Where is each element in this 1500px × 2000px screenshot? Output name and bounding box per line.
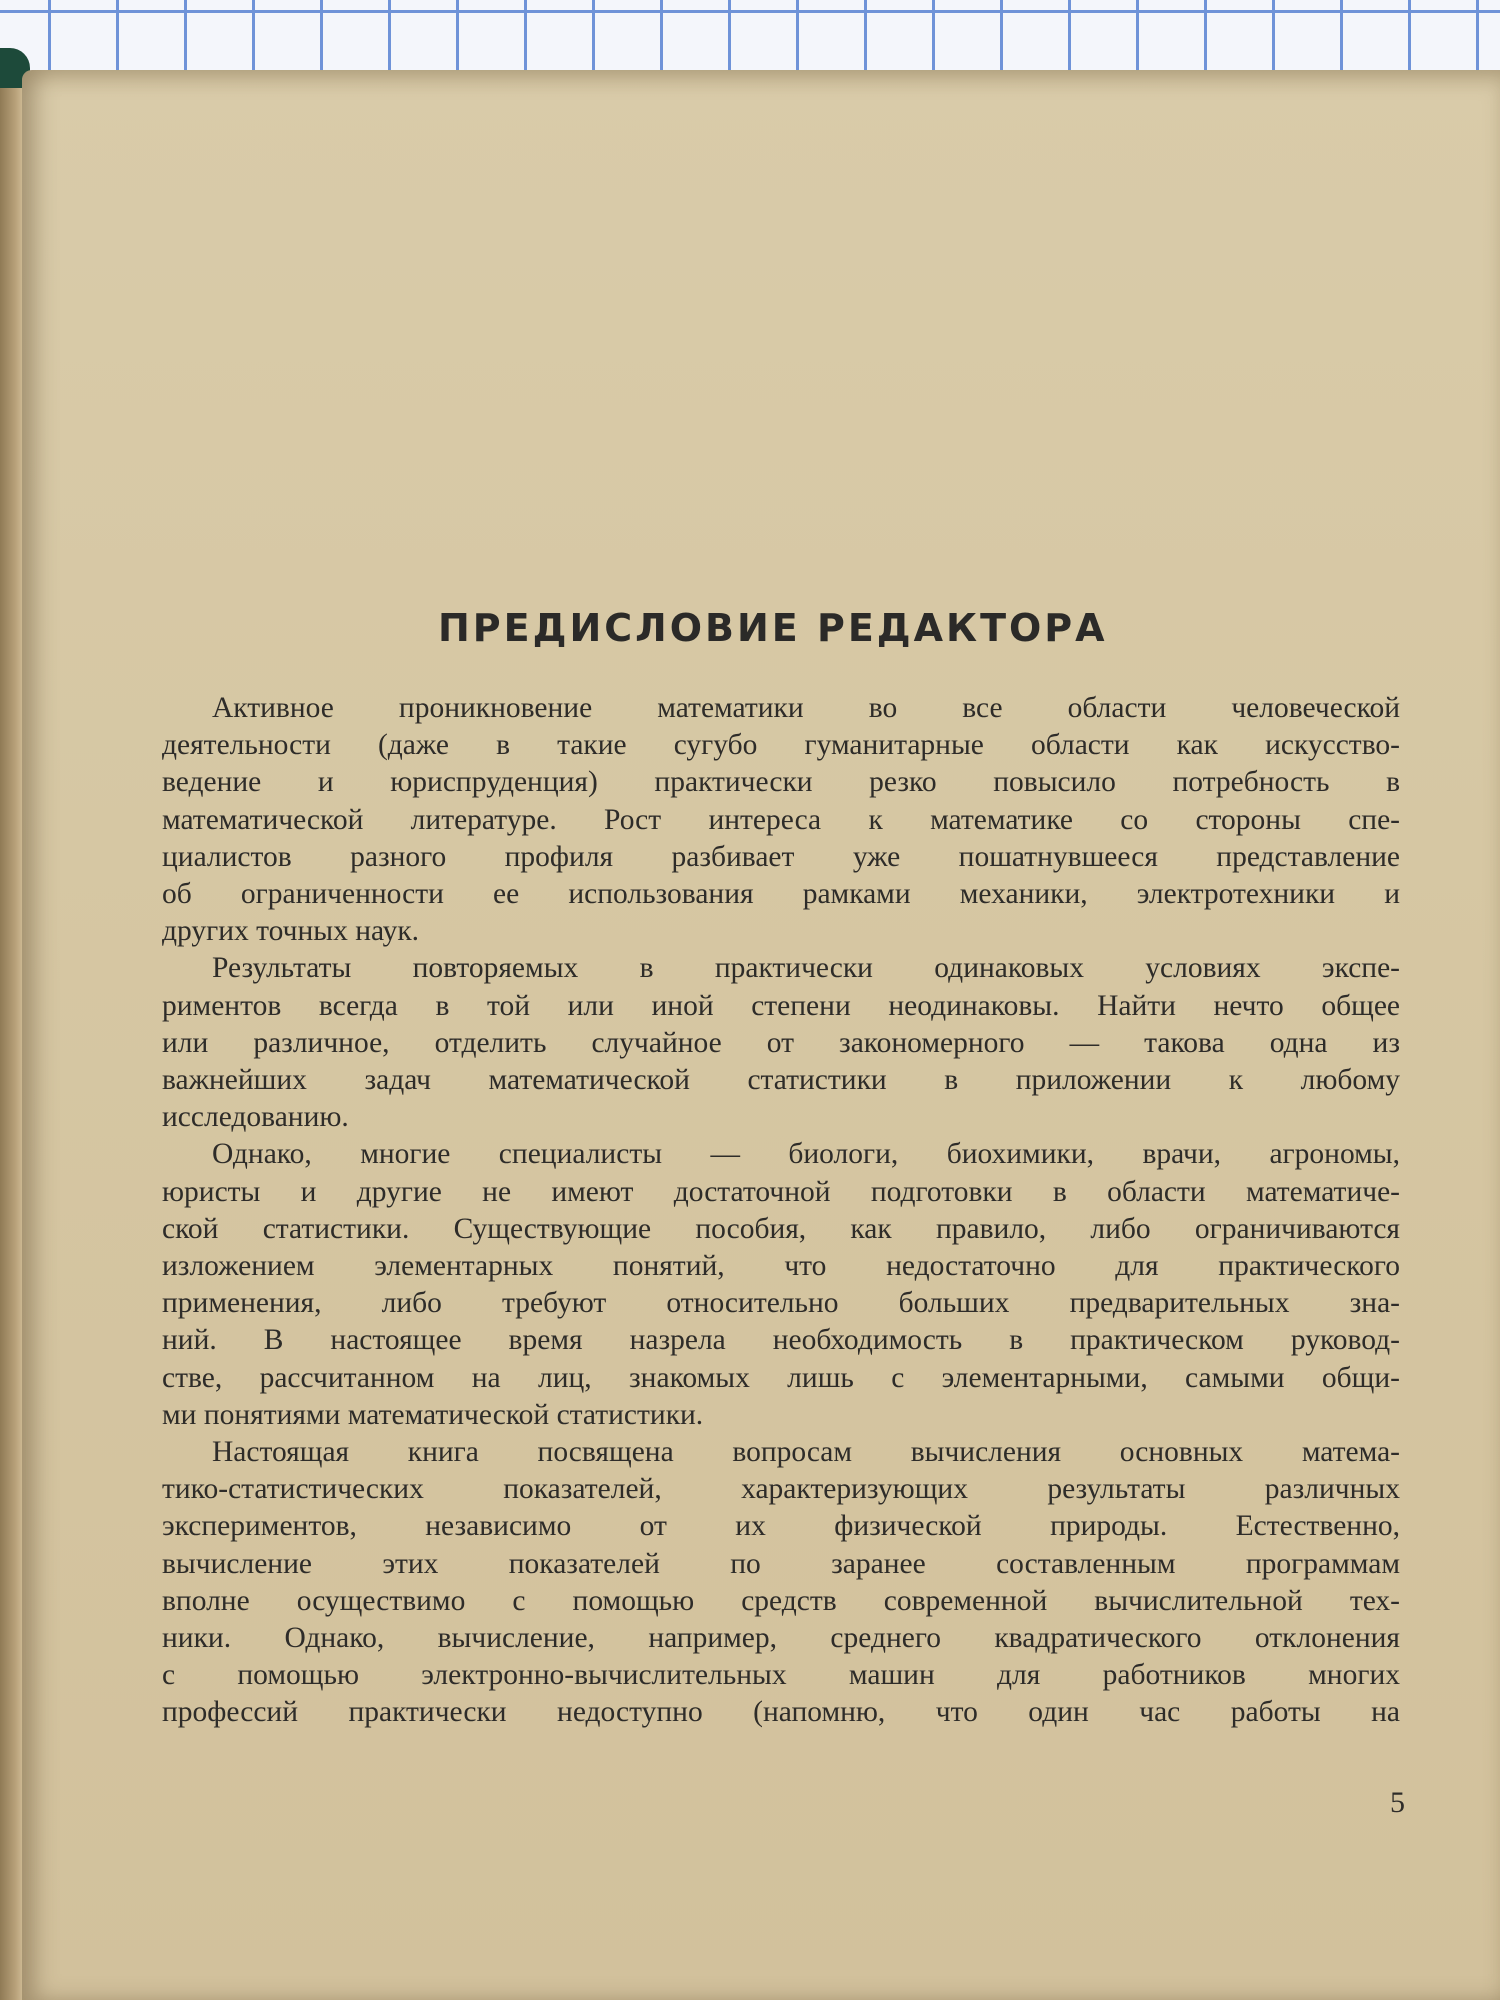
text-line: Однако, многие специалисты — биологи, биохимики, врачи, агрономы, bbox=[212, 1138, 1400, 1171]
text-line: ники. Однако, вычисление, например, среднего квадратического отклонения bbox=[162, 1622, 1400, 1655]
text-line: с помощью электронно-вычислительных машин для работников многих bbox=[162, 1659, 1400, 1692]
text-line: Активное проникновение математики во все области человеческой bbox=[212, 692, 1400, 724]
text-line: изложением элементарных понятий, что недостаточно для практического bbox=[162, 1250, 1400, 1283]
text-line: ведение и юриспруденция) практически резко повысило потребность в bbox=[162, 766, 1400, 799]
text-line: юристы и другие не имеют достаточной подготовки в области математиче- bbox=[162, 1175, 1400, 1208]
text-line: важнейших задач математической статистики в приложении к любому bbox=[162, 1064, 1400, 1097]
text-line: ний. В настоящее время назрела необходимость в практическом руковод- bbox=[162, 1324, 1400, 1357]
text-line: циалистов разного профиля разбивает уже пошатнувшееся представление bbox=[162, 840, 1400, 873]
text-line: исследованию. bbox=[162, 1101, 349, 1134]
text-line: ми понятиями математической статистики. bbox=[162, 1398, 704, 1431]
text-line: Настоящая книга посвящена вопросам вычисления основных матема- bbox=[212, 1436, 1400, 1469]
text-line: или различное, отделить случайное от закономерного — такова одна из bbox=[162, 1026, 1400, 1059]
text-line: экспериментов, независимо от их физической природы. Естественно, bbox=[162, 1510, 1400, 1543]
text-line: Результаты повторяемых в практически одинаковых условиях экспе- bbox=[212, 952, 1400, 985]
text-line: тико-статистических показателей, характеризующих результаты различных bbox=[162, 1473, 1400, 1506]
text-line: математической литературе. Рост интереса к математике со стороны спе- bbox=[162, 803, 1400, 836]
text-line: деятельности (даже в такие сугубо гуманитарные области как искусство- bbox=[162, 729, 1400, 762]
text-line: стве, рассчитанном на лиц, знакомых лишь с элементарными, самыми общи- bbox=[162, 1361, 1400, 1394]
body-text bbox=[162, 690, 1400, 1732]
text-line: других точных наук. bbox=[162, 915, 420, 948]
text-line: об ограниченности ее использования рамками механики, электротехники и bbox=[162, 878, 1400, 911]
text-line: риментов всегда в той или иной степени неодинаковы. Найти нечто общее bbox=[162, 989, 1400, 1022]
text-line: ской статистики. Существующие пособия, как правило, либо ограничиваются bbox=[162, 1212, 1400, 1245]
text-line: применения, либо требуют относительно больших предварительных зна- bbox=[162, 1287, 1400, 1320]
text-line: профессий практически недоступно (напомню, что один час работы на bbox=[162, 1696, 1400, 1729]
page-title: ПРЕДИСЛОВИЕ РЕДАКТОРА bbox=[438, 606, 1108, 650]
text-line: вполне осуществимо с помощью средств современной вычислительной тех- bbox=[162, 1584, 1400, 1617]
page-number: 5 bbox=[1390, 1786, 1405, 1819]
text-line: вычисление этих показателей по заранее составленным программам bbox=[162, 1547, 1400, 1580]
